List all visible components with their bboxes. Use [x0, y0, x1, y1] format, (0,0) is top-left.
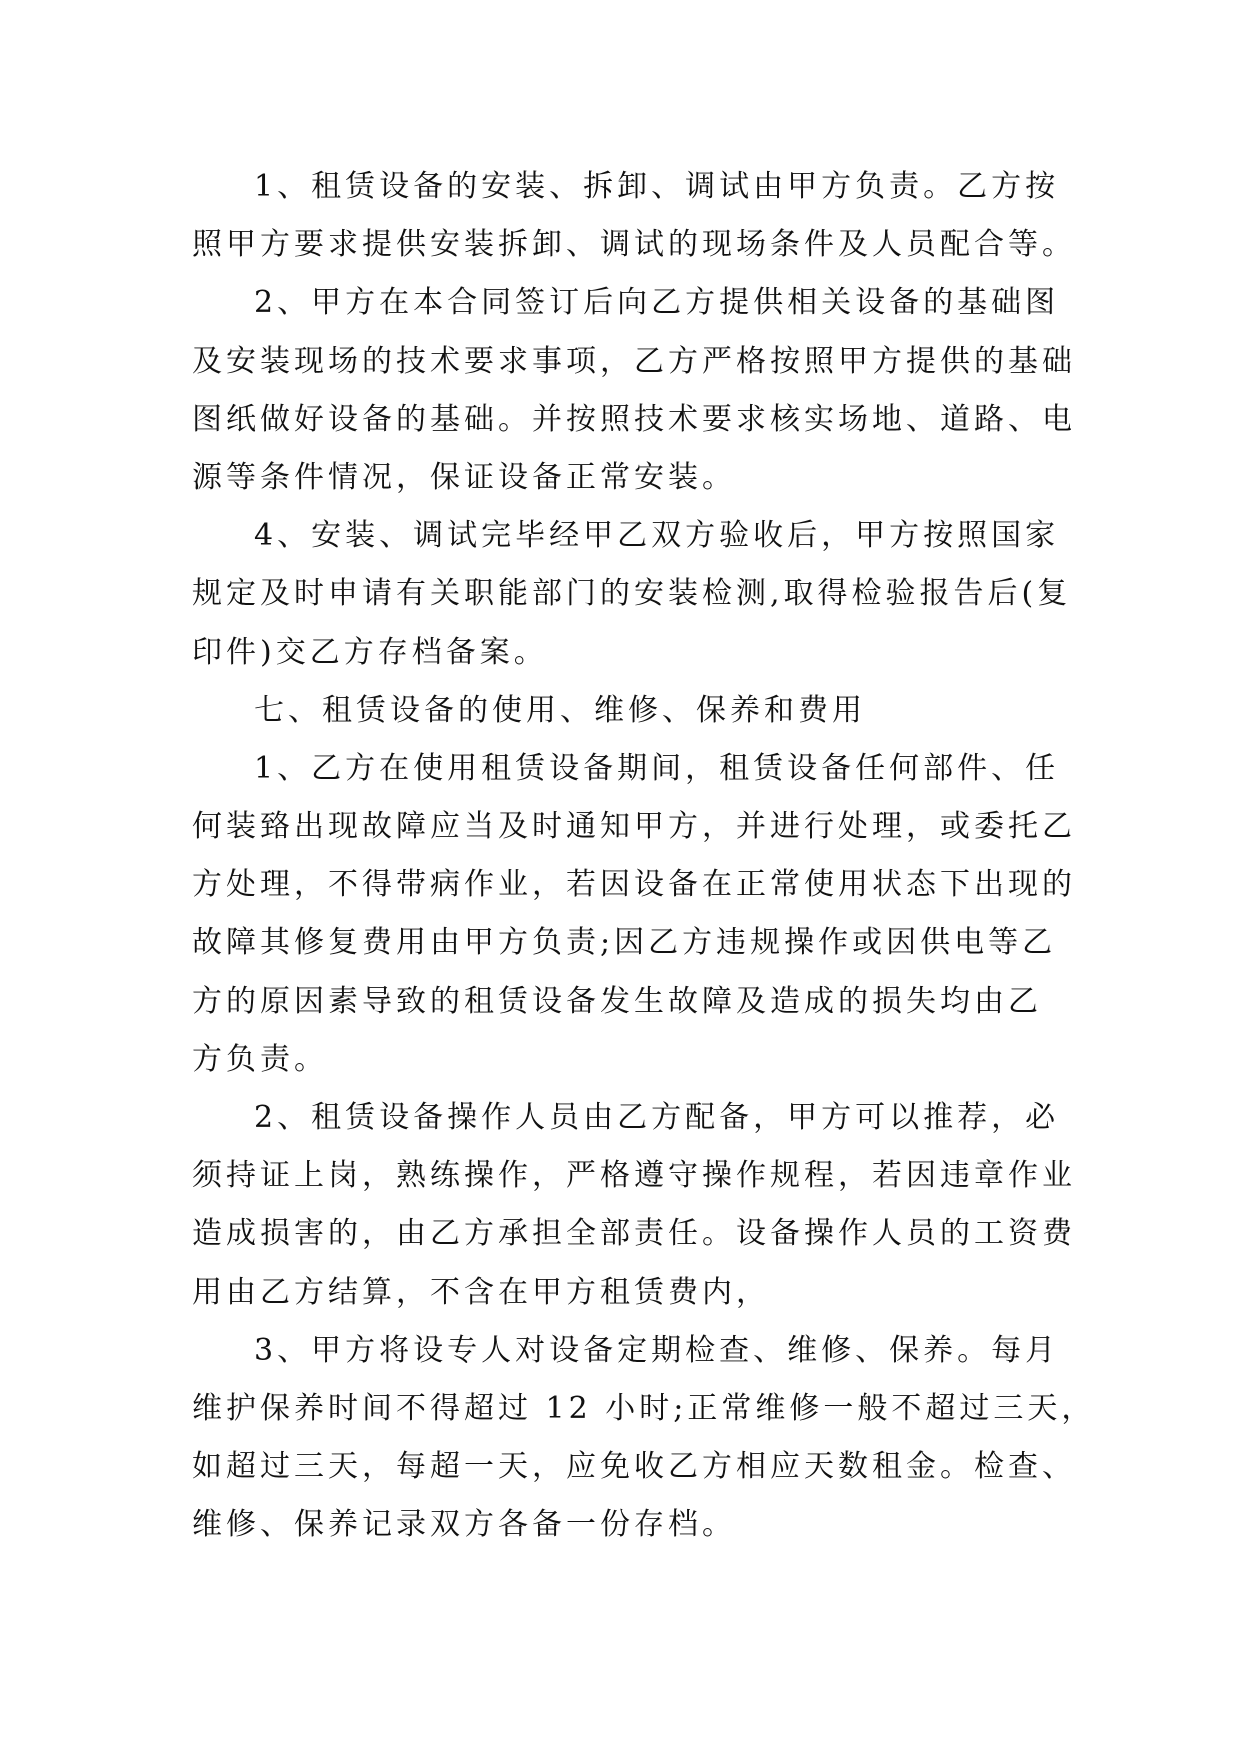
paragraph-4-line-4: 故障其修复费用由甲方负责;因乙方违规操作或因供电等乙 [192, 925, 1057, 961]
section-heading: 七、租赁设备的使用、维修、保养和费用 [254, 692, 866, 728]
paragraph-5-line-4: 用由乙方结算，不含在甲方租赁费内， [192, 1274, 770, 1310]
paragraph-2-line-3: 图纸做好设备的基础。并按照技术要求核实场地、道路、电 [192, 401, 1076, 437]
paragraph-3-line-1: 4、安装、调试完毕经甲乙双方验收后，甲方按照国家 [254, 518, 1060, 554]
paragraph-1-line-2: 照甲方要求提供安装拆卸、调试的现场条件及人员配合等。 [192, 227, 1076, 263]
paragraph-6-line-4: 维修、保养记录双方各备一份存档。 [192, 1507, 736, 1543]
paragraph-3-line-3: 印件)交乙方存档备案。 [192, 634, 548, 670]
paragraph-2-line-4: 源等条件情况，保证设备正常安装。 [192, 459, 736, 495]
paragraph-4-line-1: 1、乙方在使用租赁设备期间，租赁设备任何部件、任 [254, 750, 1060, 786]
paragraph-4-line-6: 方负责。 [192, 1041, 328, 1077]
paragraph-6-line-3: 如超过三天，每超一天，应免收乙方相应天数租金。检查、 [192, 1449, 1076, 1485]
paragraph-4-line-2: 何装臵出现故障应当及时通知甲方，并进行处理，或委托乙 [192, 809, 1076, 845]
paragraph-2-line-2: 及安装现场的技术要求事项，乙方严格按照甲方提供的基础 [192, 343, 1076, 379]
paragraph-2-line-1: 2、甲方在本合同签订后向乙方提供相关设备的基础图 [254, 285, 1060, 321]
paragraph-4-line-5: 方的原因素导致的租赁设备发生故障及造成的损失均由乙 [192, 983, 1042, 1019]
document-body [192, 158, 1096, 1555]
paragraph-5-line-1: 2、租赁设备操作人员由乙方配备，甲方可以推荐，必 [254, 1100, 1060, 1135]
paragraph-6-line-1: 3、甲方将设专人对设备定期检查、维修、保养。每月 [254, 1332, 1060, 1368]
paragraph-5-line-2: 须持证上岗，熟练操作，严格遵守操作规程，若因违章作业 [192, 1158, 1076, 1194]
paragraph-6-line-2: 维护保养时间不得超过 12 小时;正常维修一般不超过三天， [192, 1390, 1096, 1426]
paragraph-3-line-2: 规定及时申请有关职能部门的安装检测,取得检验报告后(复 [192, 576, 1072, 612]
paragraph-5-line-3: 造成损害的，由乙方承担全部责任。设备操作人员的工资费 [192, 1216, 1076, 1252]
paragraph-4-line-3: 方处理，不得带病作业，若因设备在正常使用状态下出现的 [192, 867, 1076, 903]
paragraph-1-line-1: 1、租赁设备的安装、拆卸、调试由甲方负责。乙方按 [254, 169, 1060, 204]
